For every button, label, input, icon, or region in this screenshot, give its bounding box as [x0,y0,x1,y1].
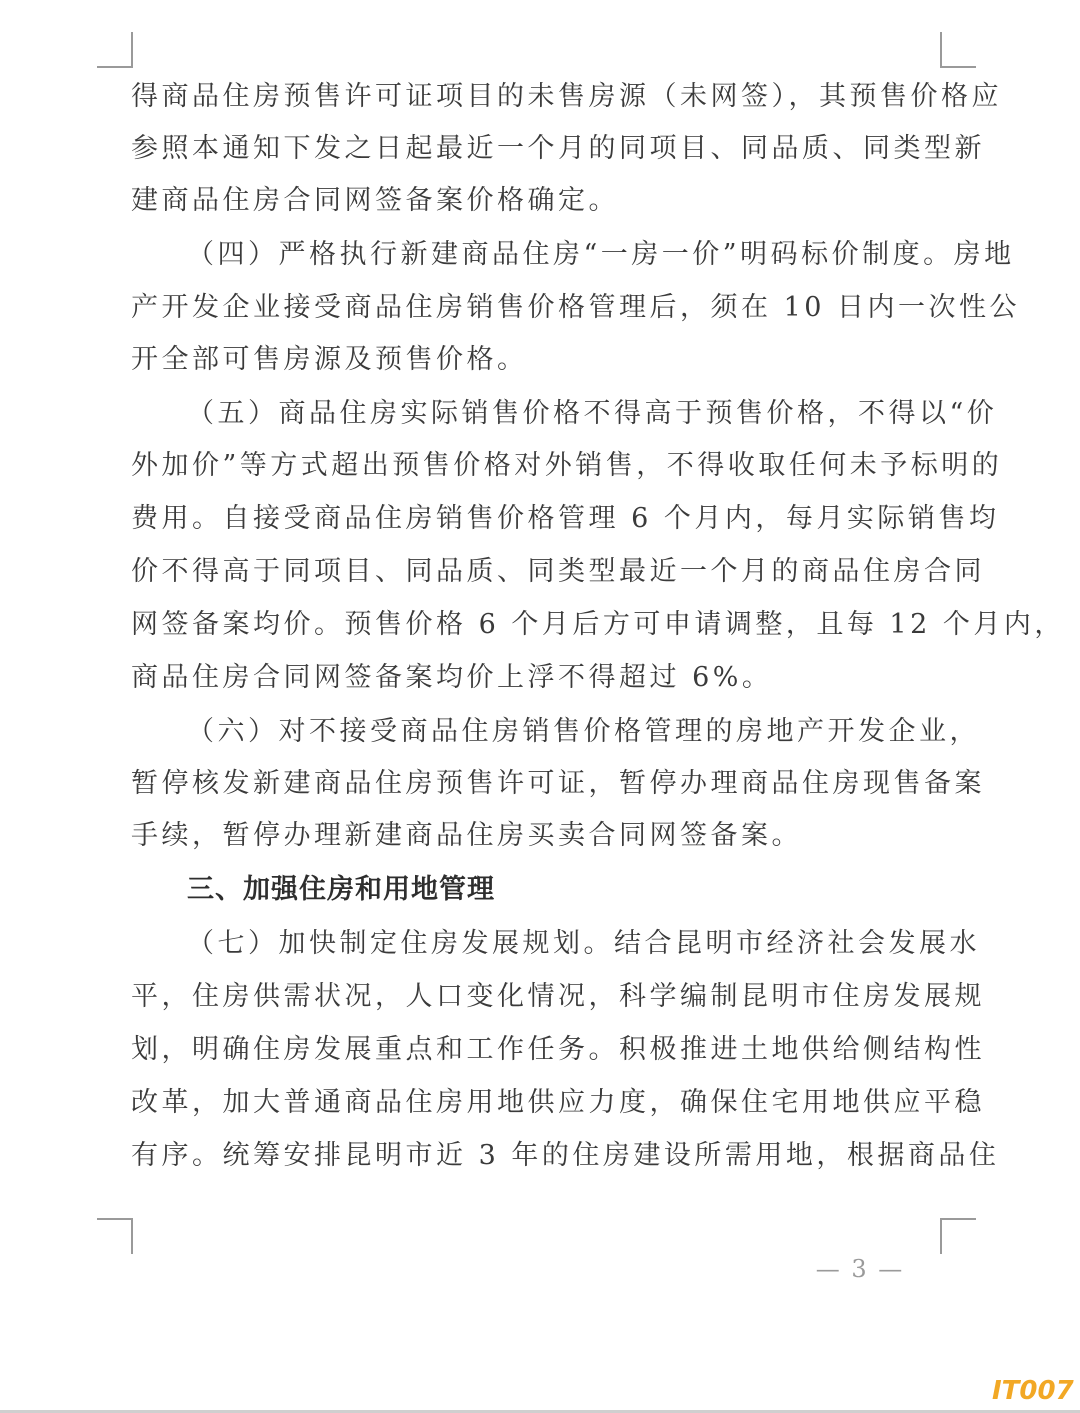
text-line: 有序。统筹安排昆明市近 3 年的住房建设所需用地，根据商品住 [131,1140,1000,1171]
paragraph-five-first-line: （五）商品住房实际销售价格不得高于预售价格，不得以“价 [187,398,998,429]
crop-mark-top-left [97,32,133,68]
text-line: 费用。自接受商品住房销售价格管理 6 个月内，每月实际销售均 [131,503,1000,534]
text-line: 改革，加大普通商品住房用地供应力度，确保住宅用地供应平稳 [131,1087,985,1118]
paragraph-seven-first-line: （七）加快制定住房发展规划。结合昆明市经济社会发展水 [187,928,980,959]
text-line: 网签备案均价。预售价格 6 个月后方可申请调整，且每 12 个月内， [131,609,1065,640]
text-line: 产开发企业接受商品住房销售价格管理后，须在 10 日内一次性公 [131,292,1021,323]
text-line: 价不得高于同项目、同品质、同类型最近一个月的商品住房合同 [131,556,985,587]
text-line: 得商品住房预售许可证项目的未售房源（未网签），其预售价格应 [131,81,1002,112]
text-line: 建商品住房合同网签备案价格确定。 [131,185,619,216]
watermark-logo [990,1368,1076,1408]
text-line: 外加价”等方式超出预售价格对外销售，不得收取任何未予标明的 [131,450,1003,481]
section-heading: 三、加强住房和用地管理 [187,874,495,905]
page-number: — 3 — [815,1255,905,1283]
crop-mark-bottom-left [97,1218,133,1254]
text-line: 平，住房供需状况，人口变化情况，科学编制昆明市住房发展规 [131,981,985,1012]
text-line: 参照本通知下发之日起最近一个月的同项目、同品质、同类型新 [131,133,985,164]
text-line: 暂停核发新建商品住房预售许可证，暂停办理商品住房现售备案 [131,768,985,799]
paragraph-four-first-line: （四）严格执行新建商品住房“一房一价”明码标价制度。房地 [187,239,1015,270]
watermark-text: IT007 [992,1376,1074,1406]
crop-mark-top-right [940,32,976,68]
text-line: 手续，暂停办理新建商品住房买卖合同网签备案。 [131,820,802,851]
paragraph-six-first-line: （六）对不接受商品住房销售价格管理的房地产开发企业， [187,716,980,747]
text-line: 划，明确住房发展重点和工作任务。积极推进土地供给侧结构性 [131,1034,985,1065]
text-line: 开全部可售房源及预售价格。 [131,344,528,375]
crop-mark-bottom-right [940,1218,976,1254]
text-line: 商品住房合同网签备案均价上浮不得超过 6%。 [131,662,773,693]
